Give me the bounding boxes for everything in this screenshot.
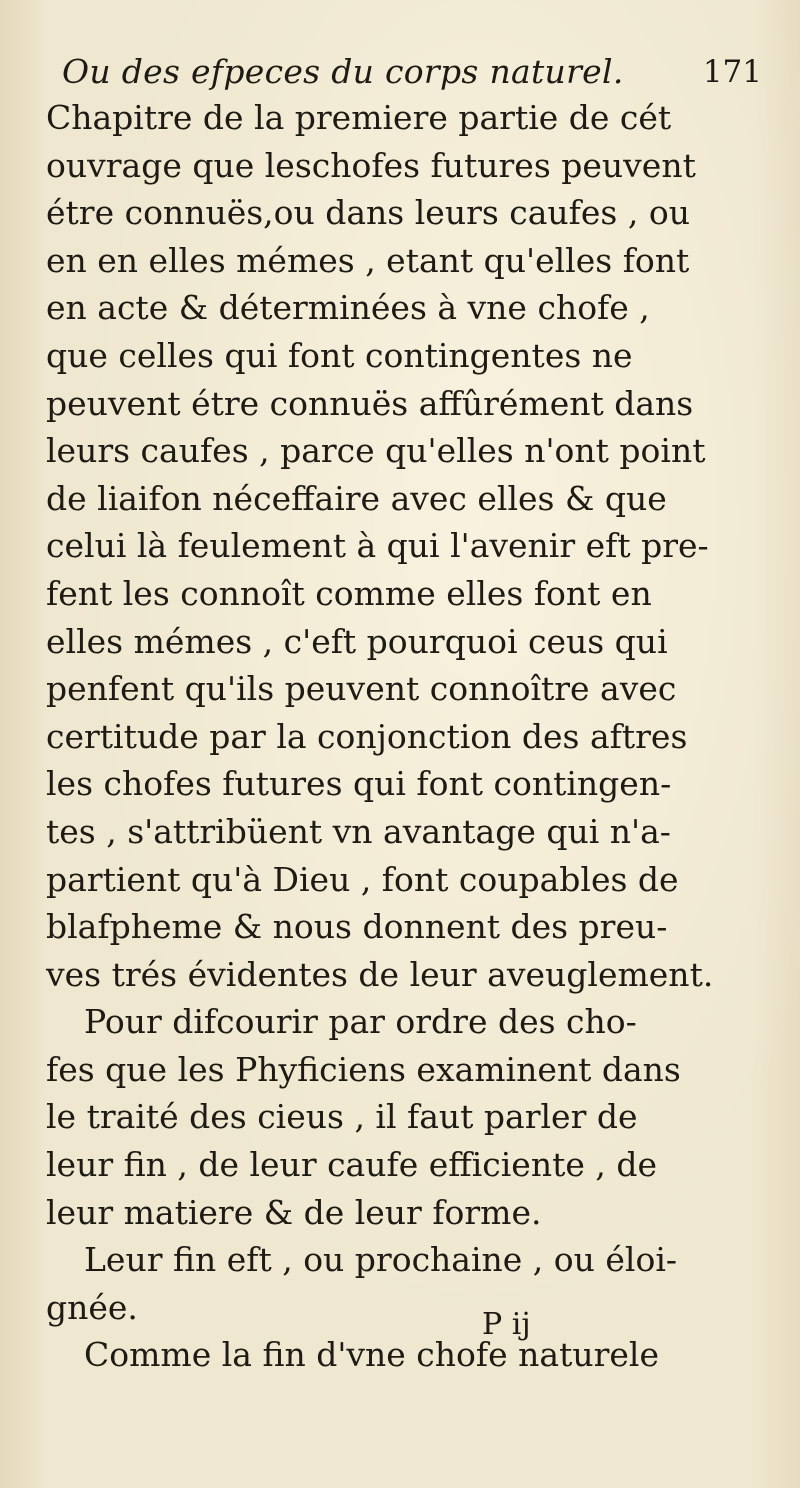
text-line: certitude par la conjonction des aftres — [46, 716, 688, 756]
text-line: le traité des cieus , il faut parler de — [46, 1097, 638, 1137]
body-text — [46, 94, 766, 1379]
text-line: penfent qu'ils peuvent connoître avec — [46, 669, 677, 709]
page-number: 171 — [702, 54, 762, 90]
text-line: elles mémes , c'eft pourquoi ceus qui — [46, 621, 668, 661]
text-line: en en elles mémes , etant qu'elles font — [46, 240, 690, 280]
text-line: leur fin , de leur caufe efficiente , de — [46, 1145, 657, 1185]
text-line: que celles qui font contingentes ne — [46, 335, 633, 375]
text-line: ouvrage que leschofes futures peuvent — [46, 145, 696, 185]
text-line: celui là feulement à qui l'avenir eft pre- — [46, 526, 709, 566]
signature-mark: P ij — [482, 1307, 531, 1342]
text-line: étre connuës,ou dans leurs caufes , ou — [46, 193, 690, 233]
page-header — [62, 50, 762, 94]
running-head: Ou des efpeces du corps naturel. — [62, 52, 624, 91]
text-line: blafpheme & nous donnent des preu- — [46, 907, 668, 947]
text-line: Leur fin eft , ou prochaine , ou éloi- — [84, 1240, 678, 1280]
text-line: leurs caufes , parce qu'elles n'ont point — [46, 431, 706, 471]
text-line: Comme la fin d'vne chofe naturele — [84, 1335, 659, 1375]
text-line: de liaifon néceffaire avec elles & que — [46, 478, 667, 518]
text-line: fent les connoît comme elles font en — [46, 573, 652, 613]
text-line: Pour difcourir par ordre des cho- — [84, 1002, 637, 1042]
text-line: tes , s'attribüent vn avantage qui n'a- — [46, 811, 671, 851]
text-line: les chofes futures qui font contingen- — [46, 764, 672, 804]
text-line: gnée. — [46, 1287, 138, 1327]
text-line: fes que les Phyficiens examinent dans — [46, 1049, 681, 1089]
text-line: leur matiere & de leur forme. — [46, 1192, 542, 1232]
text-line: partient qu'à Dieu , font coupables de — [46, 859, 679, 899]
text-line: peuvent étre connuës affûrément dans — [46, 383, 694, 423]
text-line: Chapitre de la premiere partie de cét — [46, 98, 672, 137]
text-line: ves trés évidentes de leur aveuglement. — [46, 954, 714, 994]
text-line: en acte & déterminées à vne chofe , — [46, 288, 650, 328]
